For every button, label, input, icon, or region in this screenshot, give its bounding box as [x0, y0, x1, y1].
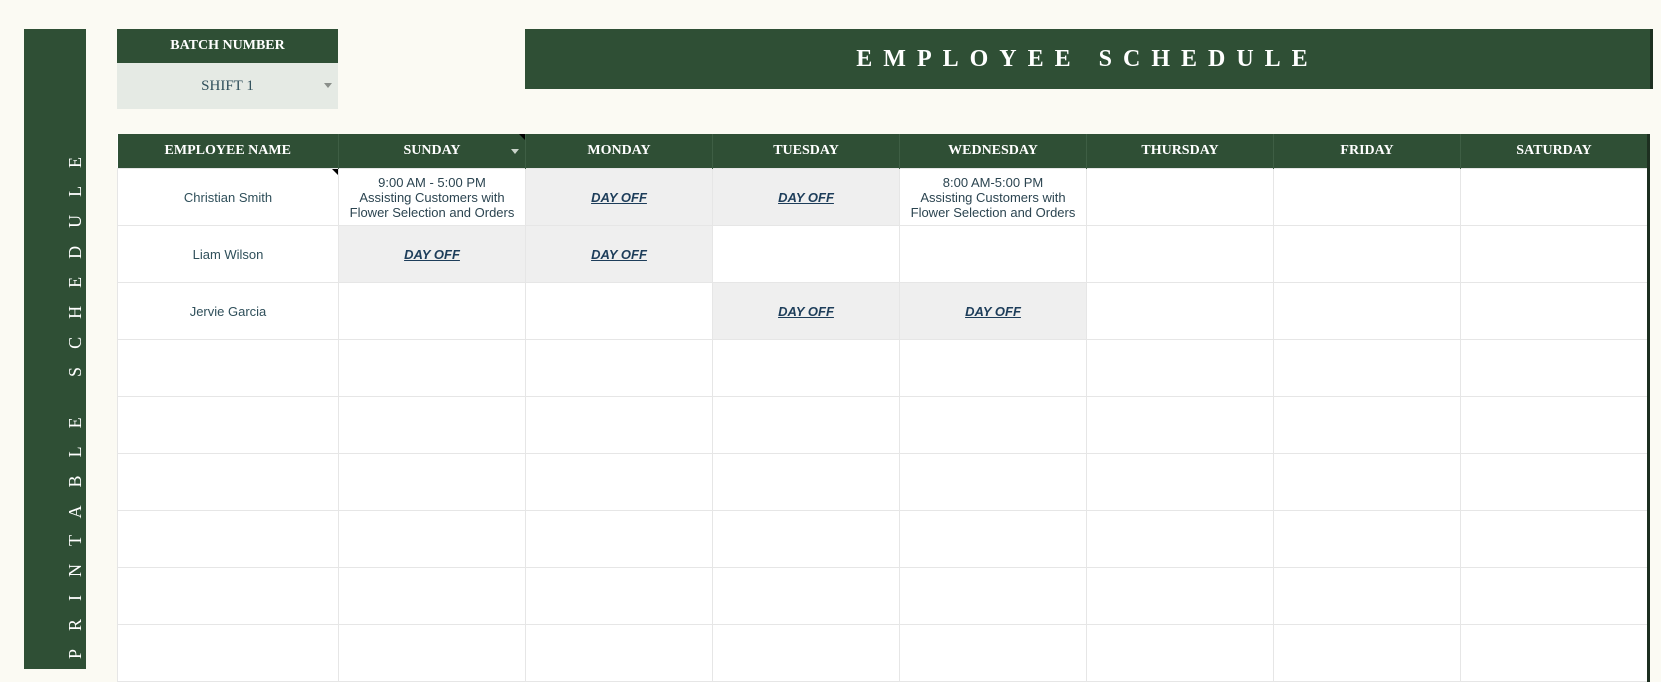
- table-row: [118, 283, 1649, 340]
- employee-name-cell[interactable]: [118, 568, 339, 625]
- day-off-label: DAY OFF: [591, 246, 647, 262]
- schedule-cell[interactable]: [713, 283, 900, 340]
- schedule-cell[interactable]: [1461, 454, 1649, 511]
- dropdown-caret-icon[interactable]: [324, 83, 332, 88]
- employee-name-cell[interactable]: [118, 340, 339, 397]
- schedule-cell[interactable]: [526, 283, 713, 340]
- schedule-cell[interactable]: [1087, 511, 1274, 568]
- schedule-cell[interactable]: [900, 397, 1087, 454]
- table-row: [118, 625, 1649, 682]
- column-header-label: FRIDAY: [1340, 143, 1394, 158]
- day-off-label: DAY OFF: [778, 303, 834, 319]
- schedule-cell[interactable]: [1274, 397, 1461, 454]
- schedule-cell[interactable]: [713, 625, 900, 682]
- employee-name-cell[interactable]: [118, 397, 339, 454]
- schedule-cell[interactable]: [339, 625, 526, 682]
- schedule-cell[interactable]: [1461, 511, 1649, 568]
- schedule-cell[interactable]: [713, 511, 900, 568]
- schedule-cell[interactable]: [1274, 340, 1461, 397]
- schedule-cell[interactable]: [1461, 226, 1649, 283]
- employee-name-cell[interactable]: Liam Wilson: [118, 226, 339, 283]
- day-off-label: DAY OFF: [965, 303, 1021, 319]
- schedule-cell[interactable]: [1087, 169, 1274, 226]
- day-off-label: DAY OFF: [591, 189, 647, 205]
- page-title: EMPLOYEE SCHEDULE: [525, 29, 1653, 89]
- schedule-cell[interactable]: [526, 340, 713, 397]
- employee-name-cell[interactable]: Jervie Garcia: [118, 283, 339, 340]
- batch-number-value: SHIFT 1: [201, 77, 254, 94]
- shift-task: Flower Selection and Orders: [349, 204, 515, 220]
- employee-name-cell[interactable]: [118, 454, 339, 511]
- filter-dropdown-icon[interactable]: [511, 149, 519, 154]
- column-header-label: WEDNESDAY: [948, 143, 1038, 158]
- schedule-cell[interactable]: [1087, 625, 1274, 682]
- column-header-monday: [526, 134, 713, 169]
- schedule-cell[interactable]: [526, 511, 713, 568]
- schedule-cell[interactable]: [1461, 397, 1649, 454]
- day-off-label: DAY OFF: [778, 189, 834, 205]
- schedule-table: [117, 134, 1650, 682]
- table-row: [118, 169, 1649, 226]
- schedule-cell[interactable]: [1087, 340, 1274, 397]
- schedule-cell[interactable]: [900, 340, 1087, 397]
- schedule-cell[interactable]: [713, 169, 900, 226]
- schedule-cell[interactable]: [1087, 454, 1274, 511]
- schedule-cell[interactable]: [900, 226, 1087, 283]
- column-header-employee-name: [118, 134, 339, 169]
- column-header-friday: [1274, 134, 1461, 169]
- schedule-cell[interactable]: [1461, 340, 1649, 397]
- schedule-cell[interactable]: [1274, 226, 1461, 283]
- schedule-cell[interactable]: [713, 226, 900, 283]
- schedule-cell[interactable]: [526, 226, 713, 283]
- schedule-cell[interactable]: [1461, 625, 1649, 682]
- schedule-cell[interactable]: [1087, 283, 1274, 340]
- batch-number-label: BATCH NUMBER: [117, 29, 338, 63]
- shift-task: Assisting Customers with: [359, 189, 505, 205]
- day-off-label: DAY OFF: [404, 246, 460, 262]
- table-header-row: [118, 134, 1649, 169]
- schedule-cell[interactable]: [1087, 226, 1274, 283]
- schedule-cell[interactable]: [526, 454, 713, 511]
- schedule-cell[interactable]: [339, 169, 526, 226]
- schedule-cell[interactable]: [339, 283, 526, 340]
- schedule-cell[interactable]: [526, 625, 713, 682]
- schedule-cell[interactable]: [339, 226, 526, 283]
- schedule-cell[interactable]: [900, 283, 1087, 340]
- column-header-label: TUESDAY: [773, 143, 839, 158]
- schedule-cell[interactable]: [1274, 568, 1461, 625]
- column-header-wednesday: [900, 134, 1087, 169]
- schedule-cell[interactable]: [339, 397, 526, 454]
- table-row: [118, 568, 1649, 625]
- batch-number-select[interactable]: [117, 63, 338, 109]
- schedule-cell[interactable]: [713, 397, 900, 454]
- schedule-cell[interactable]: [339, 454, 526, 511]
- shift-task: Assisting Customers with: [920, 189, 1066, 205]
- schedule-cell[interactable]: [1087, 568, 1274, 625]
- schedule-cell[interactable]: [1461, 568, 1649, 625]
- table-row: [118, 511, 1649, 568]
- schedule-cell[interactable]: [1274, 169, 1461, 226]
- side-banner-text: PRINTABLE SCHEDULE: [65, 138, 85, 659]
- employee-name-cell[interactable]: [118, 625, 339, 682]
- schedule-cell[interactable]: [1461, 169, 1649, 226]
- schedule-cell[interactable]: [1274, 283, 1461, 340]
- schedule-cell[interactable]: [526, 169, 713, 226]
- schedule-cell[interactable]: [900, 169, 1087, 226]
- schedule-cell[interactable]: [1274, 454, 1461, 511]
- schedule-cell[interactable]: [1274, 625, 1461, 682]
- table-row: [118, 454, 1649, 511]
- column-header-label: SUNDAY: [403, 143, 461, 158]
- schedule-cell[interactable]: [339, 340, 526, 397]
- shift-time: 9:00 AM - 5:00 PM: [378, 174, 486, 190]
- schedule-cell[interactable]: [713, 568, 900, 625]
- column-header-label: EMPLOYEE NAME: [164, 143, 291, 158]
- table-row: [118, 397, 1649, 454]
- schedule-cell[interactable]: [1274, 511, 1461, 568]
- schedule-cell[interactable]: [900, 625, 1087, 682]
- schedule-cell[interactable]: [339, 568, 526, 625]
- schedule-cell[interactable]: [526, 397, 713, 454]
- schedule-cell[interactable]: [900, 568, 1087, 625]
- side-banner: [24, 29, 86, 669]
- shift-time: 8:00 AM-5:00 PM: [942, 174, 1044, 190]
- employee-name-cell[interactable]: [118, 511, 339, 568]
- shift-task: Flower Selection and Orders: [910, 204, 1076, 220]
- comment-marker-icon: [332, 169, 338, 175]
- column-header-label: MONDAY: [587, 143, 651, 158]
- schedule-cell[interactable]: [713, 454, 900, 511]
- schedule-cell[interactable]: [900, 454, 1087, 511]
- employee-name-cell[interactable]: Christian Smith: [118, 169, 339, 226]
- column-header-tuesday: [713, 134, 900, 169]
- schedule-cell[interactable]: [900, 511, 1087, 568]
- column-header-sunday[interactable]: [339, 134, 526, 169]
- schedule-cell[interactable]: [713, 340, 900, 397]
- table-row: [118, 340, 1649, 397]
- schedule-cell[interactable]: [526, 568, 713, 625]
- table-row: [118, 226, 1649, 283]
- schedule-cell[interactable]: [1087, 397, 1274, 454]
- schedule-cell[interactable]: [1461, 283, 1649, 340]
- schedule-cell[interactable]: [339, 511, 526, 568]
- column-header-label: SATURDAY: [1516, 143, 1592, 158]
- column-header-saturday: [1461, 134, 1649, 169]
- column-header-label: THURSDAY: [1141, 143, 1219, 158]
- comment-marker-icon: [519, 134, 525, 140]
- column-header-thursday: [1087, 134, 1274, 169]
